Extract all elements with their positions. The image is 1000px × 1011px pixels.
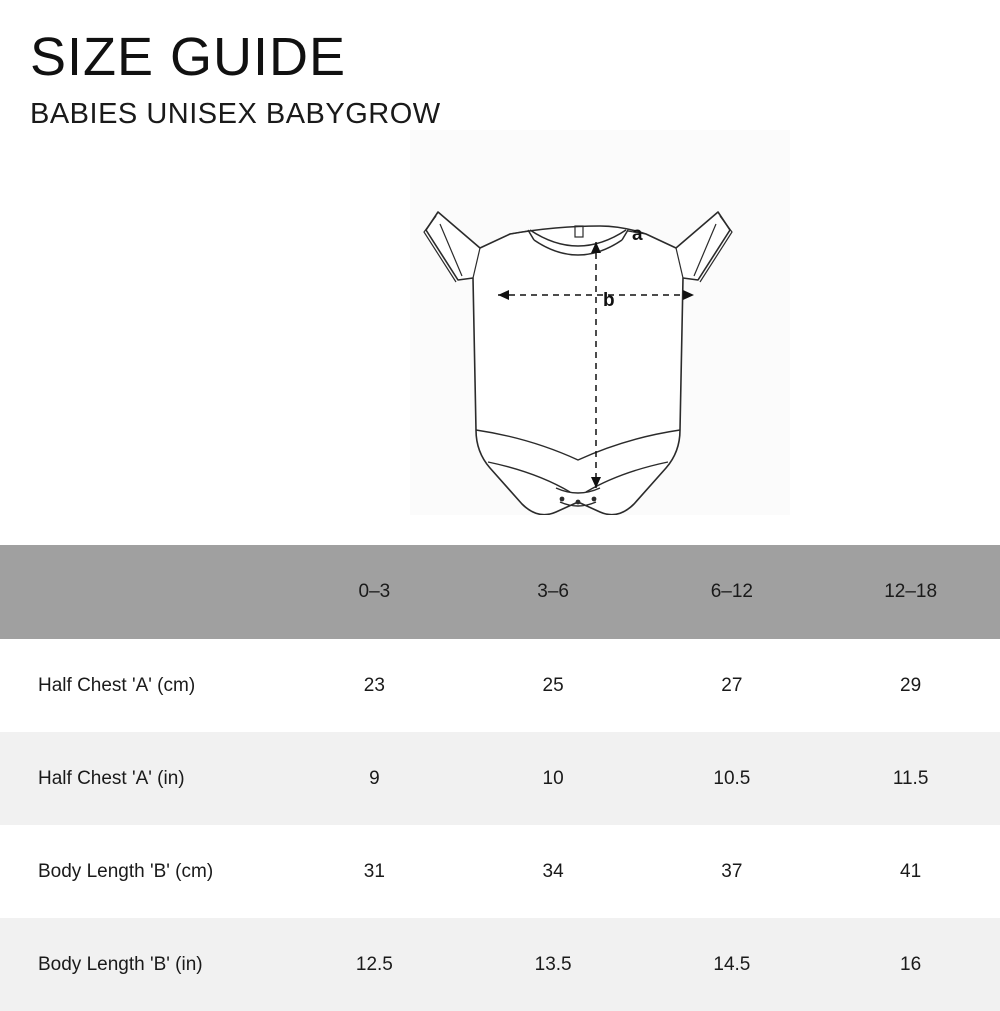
- row-label-half-chest-in: Half Chest 'A' (in): [0, 732, 285, 825]
- row-label-body-length-in: Body Length 'B' (in): [0, 918, 285, 1011]
- cell-body-length-cm-12-18: 41: [821, 825, 1000, 918]
- cell-body-length-cm-6-12: 37: [643, 825, 822, 918]
- size-chart-table: [0, 545, 1000, 1011]
- column-header-3-6: 3–6: [464, 545, 643, 639]
- cell-half-chest-cm-12-18: 29: [821, 639, 1000, 732]
- cell-half-chest-in-3-6: 10: [464, 732, 643, 825]
- cell-half-chest-cm-0-3: 23: [285, 639, 464, 732]
- cell-body-length-cm-0-3: 31: [285, 825, 464, 918]
- cell-half-chest-in-0-3: 9: [285, 732, 464, 825]
- cell-body-length-cm-3-6: 34: [464, 825, 643, 918]
- column-header-6-12: 6–12: [643, 545, 822, 639]
- table-body: [0, 639, 1000, 1011]
- row-label-body-length-cm: Body Length 'B' (cm): [0, 825, 285, 918]
- table-header: [0, 545, 1000, 639]
- table-row: [0, 639, 1000, 732]
- table-corner-cell: [0, 545, 285, 639]
- column-header-0-3: 0–3: [285, 545, 464, 639]
- table-row: [0, 918, 1000, 1011]
- table-header-row: [0, 545, 1000, 639]
- measure-label-a: a: [632, 224, 643, 245]
- page-title: SIZE GUIDE: [30, 27, 347, 87]
- cell-half-chest-cm-6-12: 27: [643, 639, 822, 732]
- page-header: [0, 0, 1000, 131]
- babygrow-illustration: [410, 130, 790, 515]
- measure-label-b: b: [603, 290, 615, 311]
- cell-body-length-in-12-18: 16: [821, 918, 1000, 1011]
- cell-half-chest-in-12-18: 11.5: [821, 732, 1000, 825]
- column-header-12-18: 12–18: [821, 545, 1000, 639]
- cell-body-length-in-6-12: 14.5: [643, 918, 822, 1011]
- table-row: [0, 732, 1000, 825]
- table-row: [0, 825, 1000, 918]
- cell-half-chest-cm-3-6: 25: [464, 639, 643, 732]
- cell-body-length-in-0-3: 12.5: [285, 918, 464, 1011]
- cell-body-length-in-3-6: 13.5: [464, 918, 643, 1011]
- cell-half-chest-in-6-12: 10.5: [643, 732, 822, 825]
- row-label-half-chest-cm: Half Chest 'A' (cm): [0, 639, 285, 732]
- page-subtitle: BABIES UNISEX BABYGROW: [30, 98, 441, 130]
